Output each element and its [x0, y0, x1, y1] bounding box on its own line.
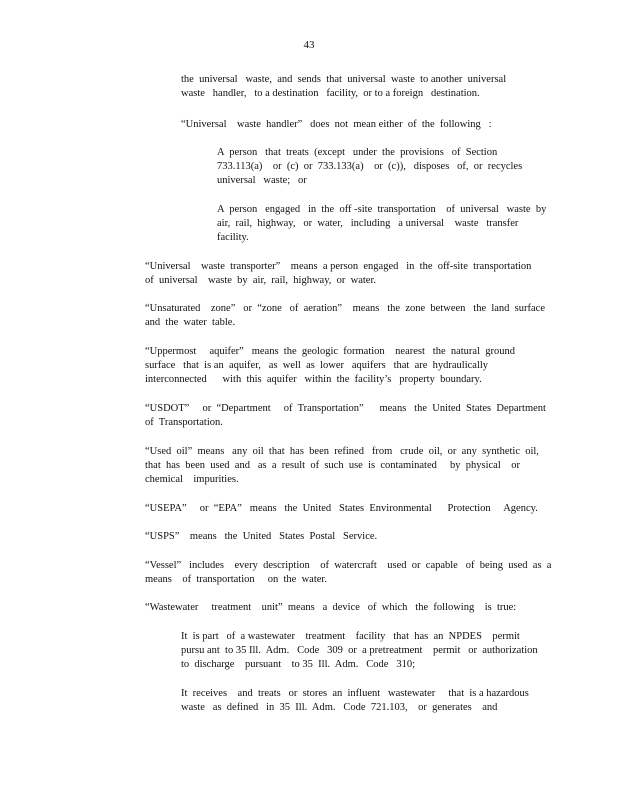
text-line: It receives and treats or stores an influent wastewater that is a hazardous — [181, 688, 529, 699]
text-line: universal waste; or — [217, 175, 307, 186]
text-line: the universal waste, and sends that universal waste to another universal — [181, 74, 507, 85]
text-line: “Unsaturated zone” or “zone of aeration” means the zone between the land surface — [145, 303, 545, 314]
definition-unsaturated-zone — [145, 302, 545, 330]
text-line: “Uppermost aquifer” means the geologic formation nearest the natural ground — [145, 346, 516, 357]
text-line: A person that treats (except under the provisions of Section — [217, 147, 498, 158]
definition-vessel — [145, 559, 552, 587]
definition-universal-waste-handler — [181, 118, 521, 132]
text-line: and the water table. — [145, 317, 236, 328]
text-line: of universal waste by air, rail, highway, or water. — [145, 275, 376, 286]
text-line: “USPS” means the United States Postal Service. — [145, 531, 378, 542]
definition-uppermost-aquifer — [145, 345, 545, 387]
text-line: that has been used and as a result of such use is contaminated by physical or — [145, 460, 520, 471]
text-line: of Transportation. — [145, 417, 223, 428]
definition-usps — [145, 530, 545, 544]
text-line: chemical impurities. — [145, 474, 239, 485]
text-line: interconnected with this aquifer within the facility’s property boundary. — [145, 374, 482, 385]
text-line: waste as defined in 35 Ill. Adm. Code 721.103, or generates and — [181, 702, 498, 713]
text-line: “Used oil” means any oil that has been refined from crude oil, or any synthetic oil, — [145, 446, 539, 457]
text-line: “Universal waste transporter” means a person engaged in the off-site transportation — [145, 261, 532, 272]
text-line: means of transportation on the water. — [145, 574, 327, 585]
text-line: A person engaged in the off -site transportation of universal waste by — [217, 204, 547, 215]
text-line: “Wastewater treatment unit” means a device of which the following is true: — [145, 602, 517, 613]
text-line: waste handler, to a destination facility, or to a foreign destination. — [181, 88, 480, 99]
text-line: 733.113(a) or (c) or 733.133(a) or (c)), disposes of, or recycles — [217, 161, 523, 172]
subitem-person-transportation — [217, 203, 547, 245]
definition-usepa — [145, 502, 545, 516]
text-line: surface that is an aquifer, as well as lower aquifers that are hydraulically — [145, 360, 489, 371]
subitem-receives-treats-stores — [181, 687, 541, 715]
text-line: “USEPA” or “EPA” means the United States Environmental Protection Agency. — [145, 503, 538, 514]
text-line: “USDOT” or “Department of Transportation” means the United States Department — [145, 403, 546, 414]
text-line: air, rail, highway, or water, including a universal waste transfer — [217, 218, 519, 229]
text-line: “Vessel” includes every description of watercraft used or capable of being used as a — [145, 560, 552, 571]
paragraph-universal-waste-continuation — [181, 73, 521, 101]
text-line: to discharge pursuant to 35 Ill. Adm. Code 310; — [181, 659, 415, 670]
definition-universal-waste-transporter — [145, 260, 545, 288]
definition-usdot — [145, 402, 545, 430]
text-line: It is part of a wastewater treatment facility that has an NPDES permit — [181, 631, 520, 642]
subitem-wastewater-facility-permit — [181, 630, 541, 672]
text-line: facility. — [217, 232, 249, 243]
text-line: “Universal waste handler” does not mean either of the following : — [181, 119, 492, 130]
subitem-person-treats — [217, 146, 523, 188]
definition-wastewater-treatment-unit — [145, 601, 545, 615]
definition-used-oil — [145, 445, 545, 487]
text-line: pursu ant to 35 Ill. Adm. Code 309 or a pretreatment permit or authorization — [181, 645, 538, 656]
page-number: 43 — [303, 39, 315, 51]
